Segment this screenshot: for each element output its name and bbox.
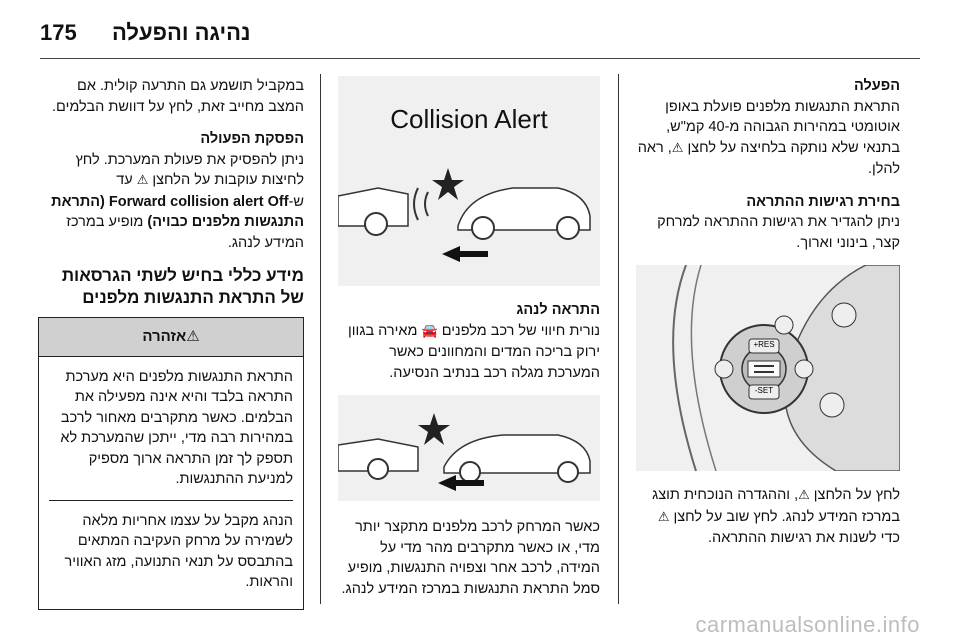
middle-column (338, 76, 600, 611)
activation-paragraph: התראת התנגשות מלפנים פועלת באופן אוטומטי במהירות הגבוהה מ-40 קמ"ש, בתנאי שלא נותקה בלחיצה על לחצן ⚠, ראה להלן. (637, 98, 900, 177)
warning-paragraph-1: התראת התנגשות מלפנים היא מערכת התראה בלבד והיא אינה מפעילה את הבלמים. כאשר מתקרבים מאחור לרכב במהירות רבה מדי, ייתכן שהמערכת לא תספק לך זמן התראה ארוך מספיק למניעת ההתנגשות. (60, 368, 293, 487)
watermark: carmanualsonline.info (695, 612, 920, 637)
res-button-label: RES+ (753, 340, 775, 349)
column-divider-left (320, 74, 321, 604)
chapter-title: נהיגה והפעלה (112, 20, 251, 45)
collision-alert-button-icon: ⚠ (136, 173, 149, 188)
intro-paragraph: במקביל תושמע גם התרעה קולית. אם המצב מחייב זאת, לחץ על דוושת הבלמים. (52, 78, 304, 115)
warning-header (39, 318, 303, 357)
header-rule (40, 58, 920, 59)
limitations-heading: מידע כללי בחיש לשתי הגרסאות של התראת התנגשות מלפנים (61, 266, 304, 307)
steering-wheel-image (636, 265, 900, 471)
collision-alert-button-icon: ⚠ (798, 488, 810, 503)
left-column (40, 76, 304, 610)
vehicle-ahead-indicator-icon: 🚘 (421, 323, 438, 339)
collision-warning-image (338, 395, 600, 501)
warning-body (39, 357, 303, 609)
collision-alert-drawing (338, 76, 600, 286)
set-button-label: SET- (754, 386, 774, 395)
column-divider-right (618, 74, 619, 604)
page-number: 175 (40, 20, 77, 45)
collision-alert-title: Collision Alert (390, 104, 548, 134)
warning-paragraph-2: הנהג מקבל על עצמו אחריות מלאה לשמירה על מרחק העקיבה המתאים בהתבסס על תנאי התנועה, מזג האוויר והראות. (64, 512, 293, 590)
sensitivity-heading: בחירת רגישות ההתראה (746, 193, 900, 210)
sensitivity-caption: לחץ על הלחצן ⚠, וההגדרה הנוכחית תוצג במרכז המידע לנהג. לחץ שוב על לחצן ⚠ כדי לשנות את רגישות ההתראה. (652, 487, 900, 546)
page-header (40, 20, 920, 50)
steering-wheel-controls-drawing (636, 265, 900, 471)
warning-title: אזהרה (142, 328, 187, 345)
warning-divider (49, 500, 293, 501)
driver-alert-heading: התראה לנהג (516, 302, 600, 318)
driver-alert-paragraph: נורית חיווי של רכב מלפנים 🚘 מאירה בגוון ירוק בריכה המדים והמחוונים כאשר המערכת מגלה רכב בנתיב הנסיעה. (348, 322, 600, 381)
collision-alert-button-icon: ⚠ (657, 509, 670, 525)
collision-warning-drawing (338, 395, 600, 501)
collision-alert-button-icon: ⚠ (671, 140, 684, 156)
activation-heading: הפעלה (853, 78, 900, 94)
collision-alert-image (338, 76, 600, 286)
right-column (636, 76, 900, 561)
sensitivity-paragraph: ניתן להגדיר את רגישות ההתראה למרחק קצר, בינוני וארוך. (657, 214, 900, 251)
closing-warning-paragraph: כאשר המרחק לרכב מלפנים מתקצר יותר מדי, או כאשר מתקרבים מהר מדי על המידה, לרכב אחר וצפויה התנגשות, מופיע סמל התראת התנגשות במרכז המידע לנהג. (341, 519, 600, 597)
deactivation-paragraph: ניתן להפסיק את פעולת המערכת. לחץ לחיצות עוקבות על הלחצן ⚠ עד ש-Forward collision alert Off (התראת התנגשות מלפנים כבויה) מופיע במרכז המידע לנהג. (51, 151, 304, 251)
deactivation-heading: הפסקת הפעולה (200, 131, 304, 147)
warning-box (38, 317, 304, 610)
warning-triangle-icon: ⚠ (186, 327, 200, 345)
